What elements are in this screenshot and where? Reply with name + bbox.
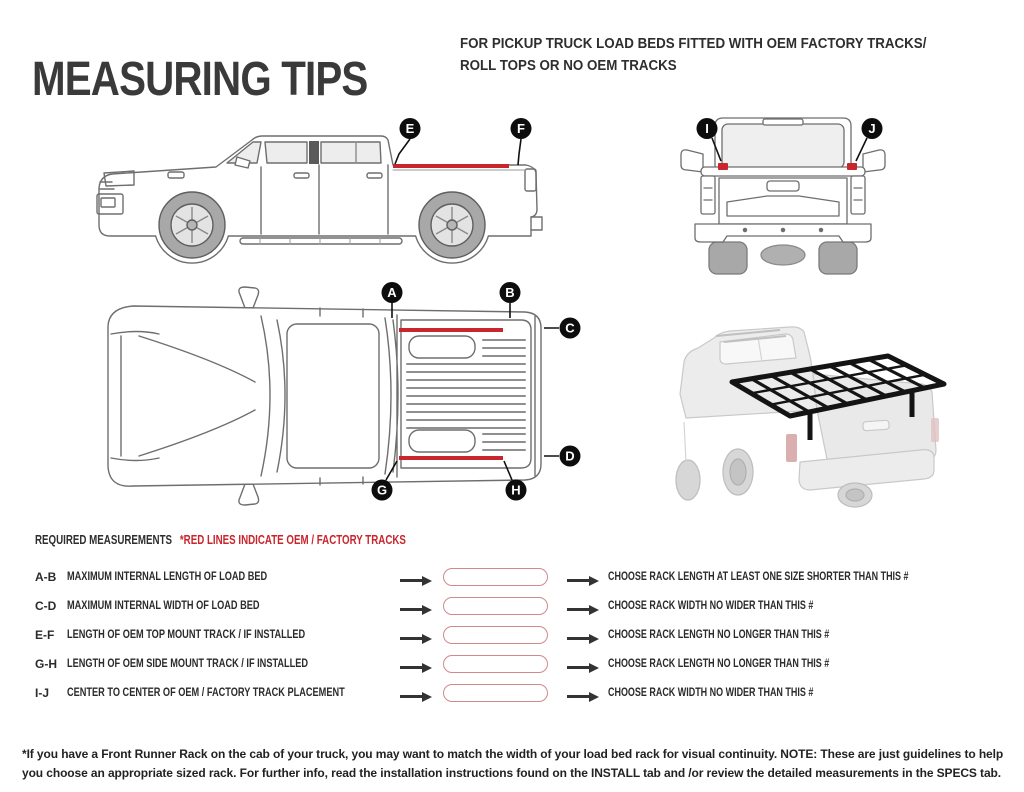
truck-top-view-diagram — [95, 282, 590, 512]
measurement-guidance: CHOOSE RACK LENGTH NO LONGER THAN THIS # — [608, 629, 830, 641]
truck-rear-body — [681, 118, 885, 274]
truck-top-body — [108, 287, 541, 505]
arrow-right-icon — [400, 634, 432, 644]
required-measurements-label: REQUIRED MEASUREMENTS — [35, 533, 173, 547]
truck-3d-render — [650, 322, 970, 527]
arrow-right-icon — [400, 576, 432, 586]
measurement-row-cd — [0, 592, 1024, 621]
arrow-right-icon — [567, 692, 599, 702]
measurement-guidance: CHOOSE RACK WIDTH NO WIDER THAN THIS # — [608, 600, 814, 612]
measurement-id: G-H — [35, 657, 57, 671]
truck-rear-view-diagram — [675, 112, 890, 277]
arrow-right-icon — [567, 663, 599, 673]
arrow-right-icon — [400, 692, 432, 702]
marker-b — [500, 282, 521, 303]
arrow-right-icon — [400, 663, 432, 673]
subtitle-line-2: ROLL TOPS OR NO OEM TRACKS — [460, 58, 677, 74]
measurement-row-ef — [0, 621, 1024, 650]
measurement-description: MAXIMUM INTERNAL LENGTH OF LOAD BED — [67, 571, 268, 583]
marker-leader-lines — [395, 139, 521, 165]
marker-d-label: D — [565, 448, 575, 464]
measurement-row-gh — [0, 650, 1024, 679]
measurement-guidance: CHOOSE RACK WIDTH NO WIDER THAN THIS # — [608, 687, 814, 699]
marker-h — [506, 480, 527, 501]
measurement-guidance: CHOOSE RACK LENGTH NO LONGER THAN THIS # — [608, 658, 830, 670]
marker-h-label: H — [511, 482, 521, 498]
measurement-id: A-B — [35, 570, 57, 584]
measurement-rows — [0, 563, 1024, 708]
marker-j — [862, 118, 883, 139]
measurement-input[interactable] — [443, 626, 548, 644]
marker-f — [511, 118, 532, 139]
measurement-row-ij — [0, 679, 1024, 708]
marker-d — [560, 446, 581, 467]
marker-e-label: E — [405, 121, 415, 136]
footnote-text: *If you have a Front Runner Rack on the cab of your truck, you may want to match the width of your load bed rack for visual continuity. NOTE: These are just guidelines to help you choose an appropriate sized rack. For further info, read the installation instructions found on the INSTALL tab and /or review the detailed measurements in the SPECS tab. — [22, 747, 1004, 780]
measurement-description: LENGTH OF OEM SIDE MOUNT TRACK / IF INSTALLED — [67, 658, 309, 670]
measurement-input[interactable] — [443, 568, 548, 586]
page-title: MEASURING TIPS — [32, 53, 368, 107]
marker-i — [697, 118, 718, 139]
measurement-description: MAXIMUM INTERNAL WIDTH OF LOAD BED — [67, 600, 260, 612]
marker-a — [382, 282, 403, 303]
arrow-right-icon — [567, 576, 599, 586]
measurements-heading — [35, 533, 406, 547]
subtitle-line-1: FOR PICKUP TRUCK LOAD BEDS FITTED WITH OEM FACTORY TRACKS/ — [460, 36, 927, 52]
arrow-right-icon — [567, 634, 599, 644]
marker-f-label: F — [517, 121, 525, 136]
measurement-id: E-F — [35, 628, 55, 642]
arrow-right-icon — [567, 605, 599, 615]
measurement-input[interactable] — [443, 655, 548, 673]
red-lines-note: *RED LINES INDICATE OEM / FACTORY TRACKS — [179, 533, 406, 547]
measurement-input[interactable] — [443, 684, 548, 702]
truck-side-view-diagram — [90, 112, 550, 272]
marker-a-label: A — [387, 285, 397, 300]
measurement-id: C-D — [35, 599, 57, 613]
page-subtitle — [460, 33, 926, 77]
arrow-right-icon — [400, 605, 432, 615]
measurement-description: CENTER TO CENTER OF OEM / FACTORY TRACK PLACEMENT — [67, 687, 345, 699]
marker-c — [560, 318, 581, 339]
marker-i-label: I — [705, 121, 709, 136]
measurement-id: I-J — [35, 686, 50, 700]
measurement-description: LENGTH OF OEM TOP MOUNT TRACK / IF INSTALLED — [67, 629, 306, 641]
marker-g — [372, 480, 393, 501]
marker-e — [400, 118, 421, 139]
measurement-row-ab — [0, 563, 1024, 592]
measurement-guidance: CHOOSE RACK LENGTH AT LEAST ONE SIZE SHORTER THAN THIS # — [608, 571, 909, 583]
marker-c-label: C — [565, 320, 575, 336]
marker-g-label: G — [376, 482, 388, 498]
measurement-input[interactable] — [443, 597, 548, 615]
marker-b-label: B — [505, 285, 515, 300]
marker-j-label: J — [868, 121, 876, 136]
